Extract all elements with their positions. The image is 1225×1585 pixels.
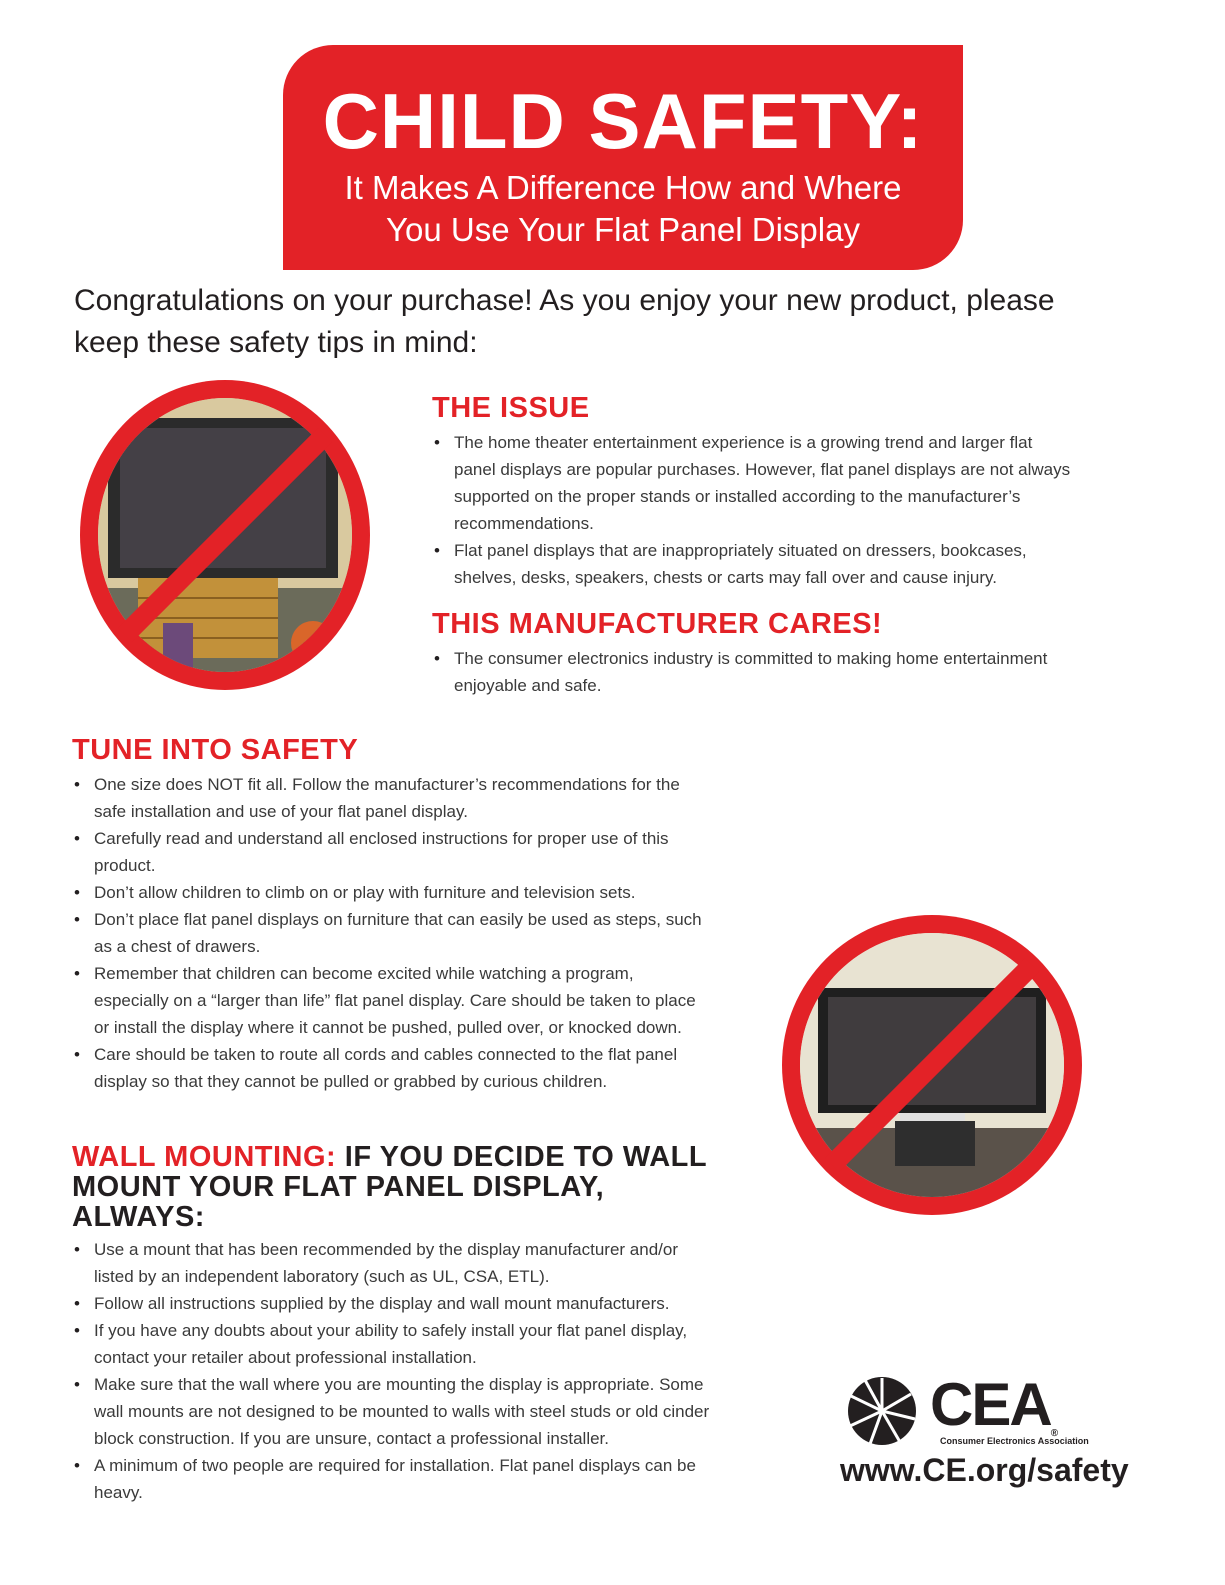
safety-url: www.CE.org/safety bbox=[840, 1452, 1129, 1488]
list-item: • One size does NOT fit all. Follow the manufacturer’s recommendations for the safe installation and use of your flat panel display. bbox=[72, 771, 712, 825]
list-item: • Care should be taken to route all cords and cables connected to the flat panel display so that they cannot be pulled or grabbed by curious children. bbox=[72, 1041, 712, 1095]
list-item: • The home theater entertainment experience is a growing trend and larger flat panel displays are popular purchases. However, flat panel displays are not always supported on the proper stands or installed according to the manufacturer’s recommendations. bbox=[432, 429, 1072, 537]
list-item: • If you have any doubts about your ability to safely install your flat panel display, contact your retailer about professional installation. bbox=[72, 1317, 712, 1371]
subtitle-line-2: You Use Your Flat Panel Display bbox=[386, 211, 860, 248]
wall-heading-red: WALL MOUNTING: bbox=[72, 1141, 337, 1173]
wall-heading bbox=[72, 1142, 712, 1232]
title-banner bbox=[283, 45, 963, 270]
wall-mounting-section bbox=[72, 1142, 712, 1506]
list-item: • The consumer electronics industry is committed to making home entertainment enjoyable and safe. bbox=[432, 645, 1072, 699]
list-item: • Use a mount that has been recommended by the display manufacturer and/or listed by an independent laboratory (such as UL, CSA, ETL). bbox=[72, 1236, 712, 1290]
list-item: • Don’t place flat panel displays on furniture that can easily be used as steps, such as a chest of drawers. bbox=[72, 906, 712, 960]
page-title: CHILD SAFETY: bbox=[322, 77, 924, 165]
list-item: • Don’t allow children to climb on or play with furniture and television sets. bbox=[72, 879, 712, 906]
logo-name: CEA bbox=[930, 1371, 1051, 1438]
list-item: • Follow all instructions supplied by the display and wall mount manufacturers. bbox=[72, 1290, 712, 1317]
registered-mark: ® bbox=[1050, 1428, 1057, 1439]
wall-heading-black: IF YOU DECIDE TO WALL MOUNT YOUR FLAT PANEL DISPLAY, ALWAYS: bbox=[72, 1141, 707, 1233]
list-item: • Carefully read and understand all enclosed instructions for proper use of this product. bbox=[72, 825, 712, 879]
intro-text: Congratulations on your purchase! As you enjoy your new product, please keep these safety tips in mind: bbox=[74, 284, 1055, 359]
prohibition-slash-icon bbox=[80, 380, 370, 690]
cares-heading: THIS MANUFACTURER CARES! bbox=[432, 608, 883, 640]
prohibition-slash-icon bbox=[782, 915, 1082, 1215]
logo-full-name: Consumer Electronics Association bbox=[940, 1436, 1089, 1446]
issue-section bbox=[432, 392, 1072, 591]
list-item: • Remember that children can become excited while watching a program, especially on a “larger than life” flat panel display. Care should be taken to place or install the display where it cannot be pushed, pulled over, or knocked down. bbox=[72, 960, 712, 1041]
tune-into-safety-section bbox=[72, 734, 712, 1095]
no-unstable-furniture-warning-image bbox=[80, 380, 370, 690]
list-item: • A minimum of two people are required for installation. Flat panel displays can be heavy. bbox=[72, 1452, 712, 1506]
issue-heading: THE ISSUE bbox=[432, 392, 590, 424]
cea-logo bbox=[840, 1370, 1129, 1500]
subtitle-line-1: It Makes A Difference How and Where bbox=[344, 169, 902, 206]
list-item: • Flat panel displays that are inappropriately situated on dressers, bookcases, shelves, desks, speakers, chests or carts may fall over and cause injury. bbox=[432, 537, 1072, 591]
manufacturer-cares-section bbox=[432, 608, 1072, 699]
starburst-icon bbox=[845, 1374, 920, 1449]
logo-wordmark bbox=[930, 1370, 1056, 1439]
no-improper-stand-warning-image bbox=[782, 915, 1082, 1215]
list-item: • Make sure that the wall where you are mounting the display is appropriate. Some wall mounts are not designed to be mounted to walls with steel studs or old cinder block construction. If you are unsure, contact a professional installer. bbox=[72, 1371, 712, 1452]
tune-heading: TUNE INTO SAFETY bbox=[72, 734, 359, 766]
